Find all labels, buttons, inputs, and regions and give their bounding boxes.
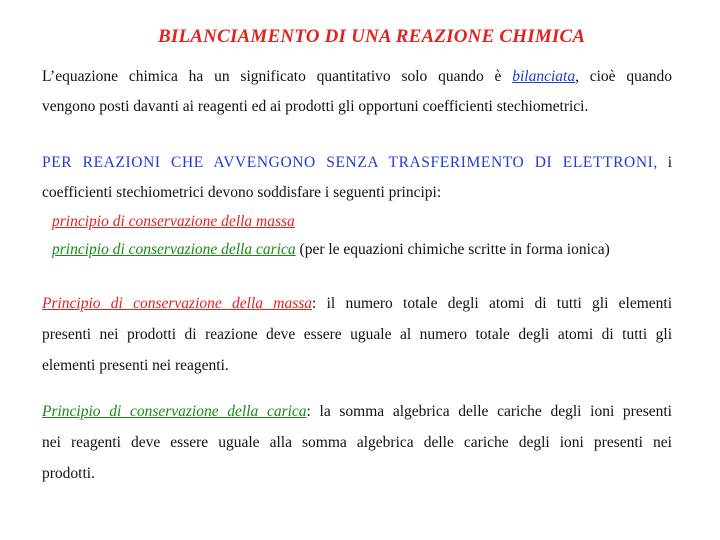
intro-paragraph — [42, 62, 672, 122]
charge-text-1-end: : la somma algebrica delle cariche degli ioni presenti — [306, 403, 672, 420]
condition-paragraph — [42, 148, 672, 208]
intro-line-2: vengono posti davanti ai reagenti ed ai prodotti gli opportuni coefficienti stechiometrici. — [42, 98, 589, 115]
mass-line-2: presenti nei prodotti di reazione deve essere uguale al numero totale degli atomi di tutti gli — [42, 326, 672, 343]
charge-line-2: nei reagenti deve essere uguale alla somma algebrica delle cariche degli ioni presenti nei — [42, 434, 672, 451]
intro-text-1-end: , cioè quando — [575, 68, 672, 85]
condition-line-1 — [42, 148, 672, 178]
charge-line-3: prodotti. — [42, 465, 95, 482]
intro-line-1 — [42, 62, 672, 92]
page-title: BILANCIAMENTO DI UNA REAZIONE CHIMICA — [158, 26, 586, 47]
principle-charge-note: (per le equazioni chimiche scritte in forma ionica) — [299, 241, 610, 258]
mass-principle-paragraph — [42, 288, 672, 381]
condition-heading: PER REAZIONI CHE AVVENGONO SENZA TRASFERIMENTO DI ELETTRONI, — [42, 154, 658, 171]
bilanciata-term: bilanciata — [512, 68, 576, 85]
condition-line-2: coefficienti stechiometrici devono soddisfare i seguenti principi: — [42, 184, 442, 201]
principles-list — [52, 208, 672, 264]
list-item — [52, 208, 672, 236]
mass-text-1-end: : il numero totale degli atomi di tutti gli elementi — [312, 295, 673, 312]
principle-mass-label: principio di conservazione della massa — [52, 213, 295, 230]
principle-charge-label: principio di conservazione della carica — [52, 241, 296, 258]
condition-text-1-end: i — [667, 154, 672, 171]
intro-text-1: L’equazione chimica ha un significato quantitativo solo quando è — [42, 68, 502, 85]
mass-line-1 — [42, 288, 672, 319]
charge-principle-label: Principio di conservazione della carica — [42, 403, 307, 420]
charge-line-1 — [42, 396, 672, 427]
list-item — [52, 236, 672, 264]
mass-principle-label: Principio di conservazione della massa — [42, 295, 313, 312]
mass-line-3: elementi presenti nei reagenti. — [42, 357, 229, 374]
charge-principle-paragraph — [42, 396, 672, 489]
